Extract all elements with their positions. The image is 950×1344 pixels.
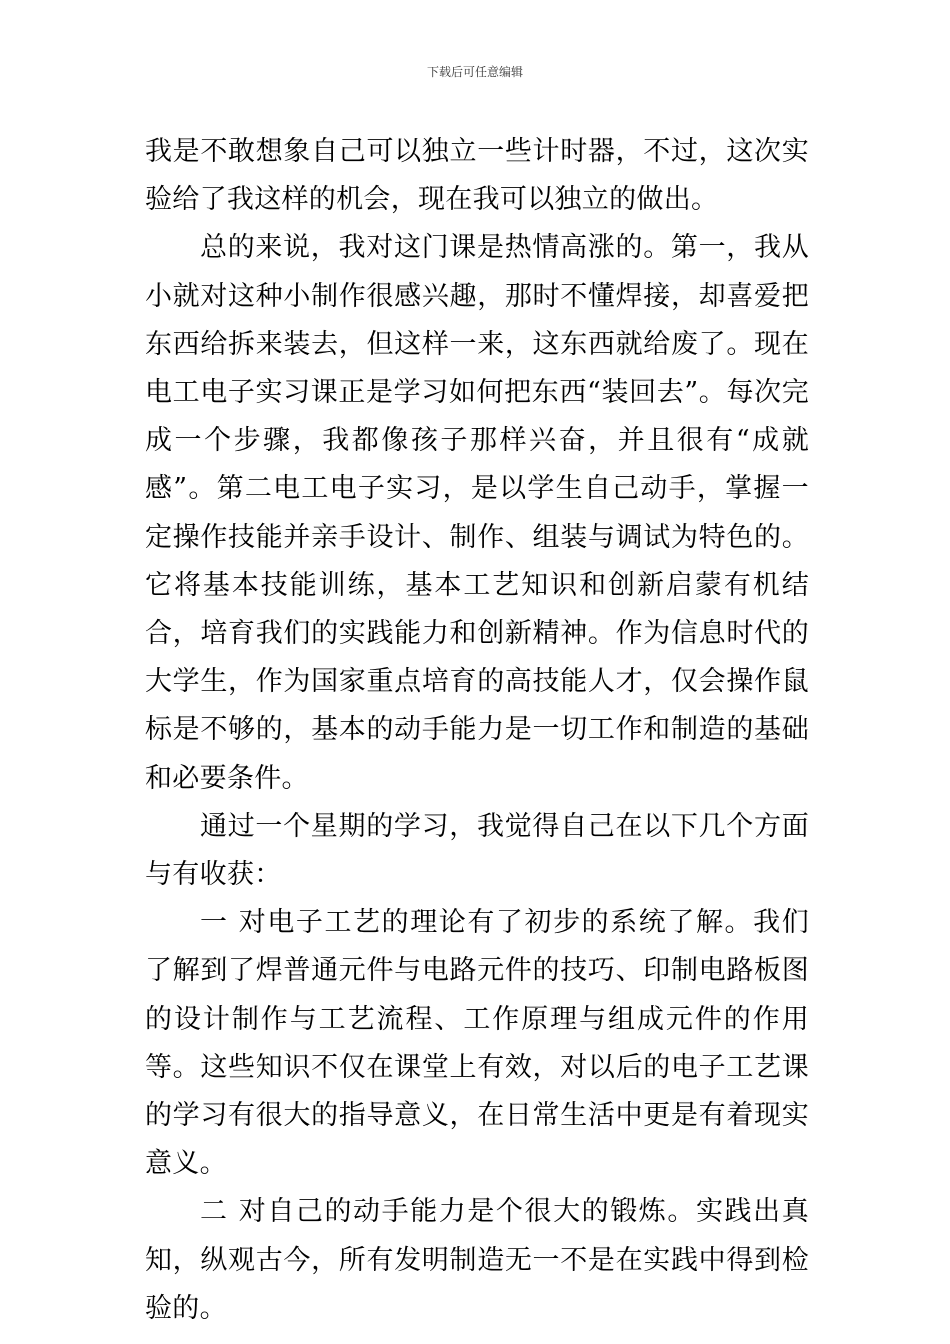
paragraph-2: 总的来说，我对这门课是热情高涨的。第一，我从小就对这种小制作很感兴趣，那时不懂焊接，却喜爱把东西给拆来装去，但这样一来，这东西就给废了。现在电工电子实习课正是学习如何把东西“装回去”。每次完成一个步骤，我都像孩子那样兴奋，并且很有“成就感”。第二电工电子实习，是以学生自己动手，掌握一定操作技能并亲手设计、制作、组装与调试为特色的。它将基本技能训练，基本工艺知识和创新启蒙有机结合，培育我们的实践能力和创新精神。作为信息时代的大学生，作为国家重点培育的高技能人才，仅会操作鼠标是不够的，基本的动手能力是一切工作和制造的基础和必要条件。: [145, 232, 809, 794]
paragraph-1: 我是不敢想象自己可以独立一些计时器，不过，这次实验给了我这样的机会，现在我可以独立的做出。: [145, 136, 809, 216]
paragraph-4: 一 对电子工艺的理论有了初步的系统了解。我们了解到了焊普通元件与电路元件的技巧、印制电路板图的设计制作与工艺流程、工作原理与组成元件的作用等。这些知识不仅在课堂上有效，对以后的电子工艺课的学习有很大的指导意义，在日常生活中更是有着现实意义。: [145, 907, 809, 1180]
page-header: 下载后可任意编辑: [426, 65, 523, 79]
paragraph-3: 通过一个星期的学习，我觉得自己在以下几个方面与有收获：: [145, 810, 809, 891]
document-body: [145, 128, 809, 1333]
paragraph-5: 二 对自己的动手能力是个很大的锻炼。实践出真知，纵观古今，所有发明制造无一不是在实践中得到检验的。: [145, 1196, 809, 1324]
